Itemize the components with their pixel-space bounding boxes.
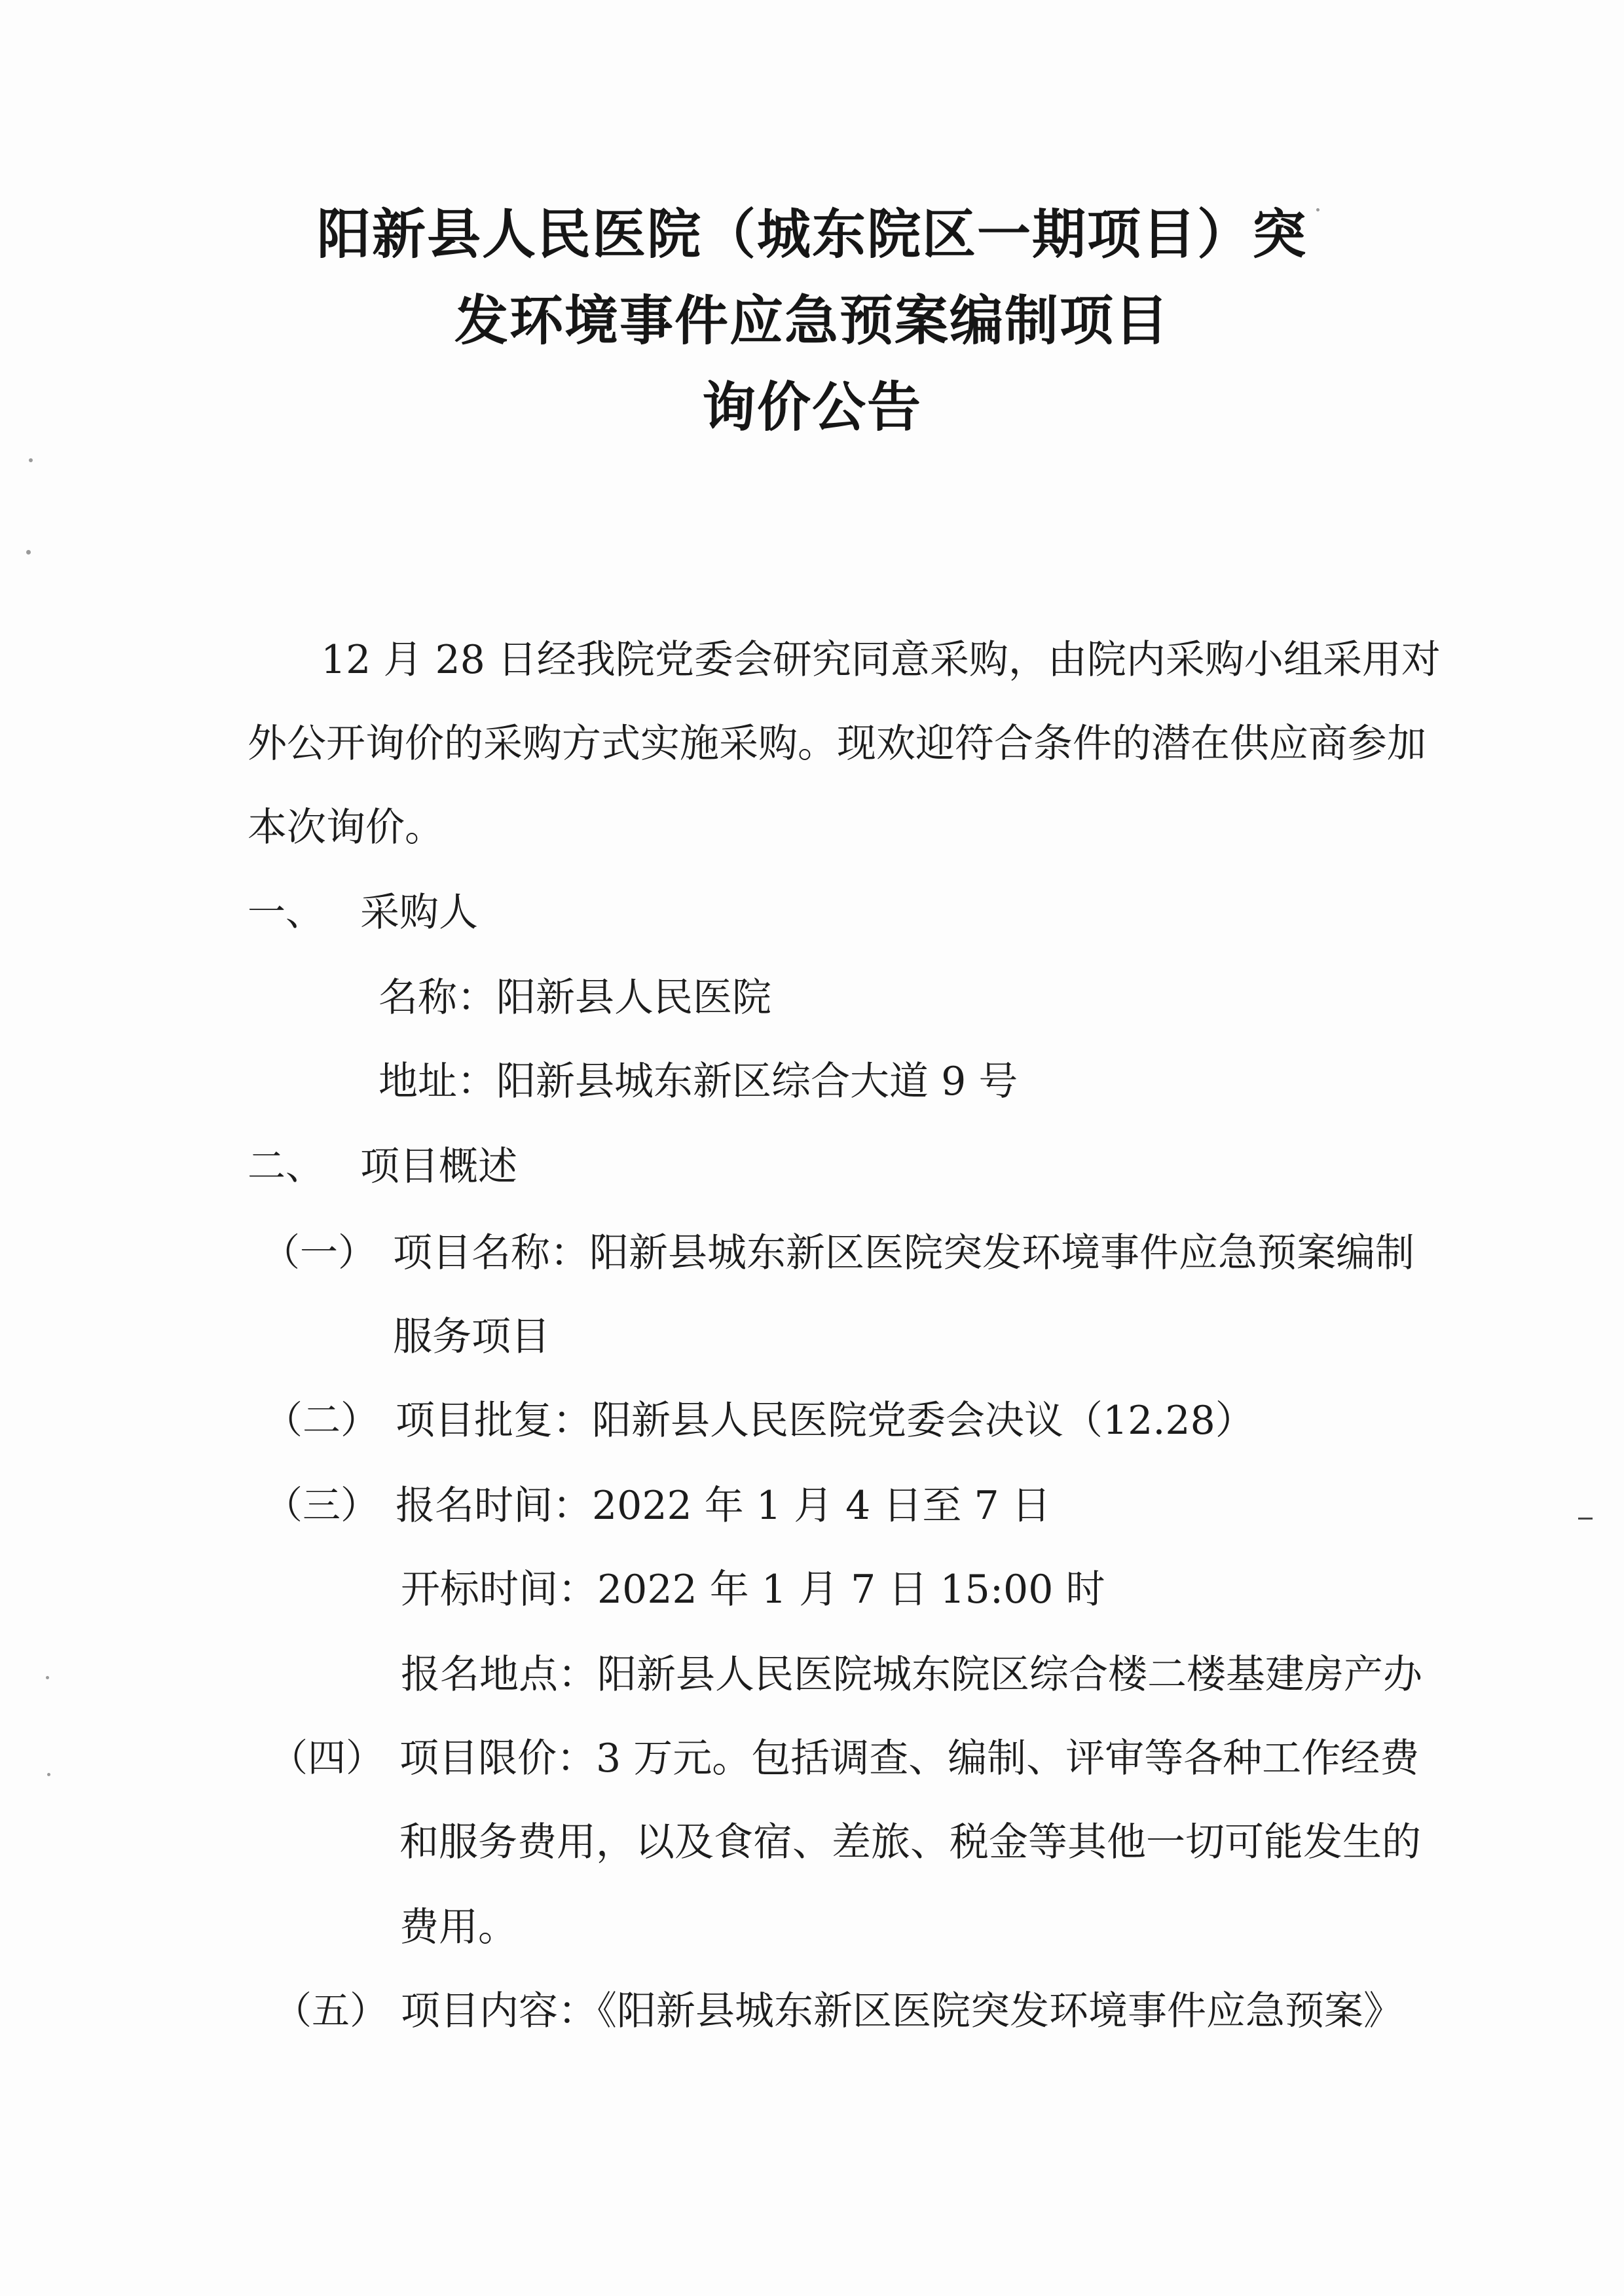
item-2-marker: （二） bbox=[265, 1398, 379, 1442]
scan-speck bbox=[26, 550, 31, 555]
item-1-line-2: 服务项目 bbox=[393, 1314, 550, 1360]
item-3-line-2: 开标时间：2022 年 1 月 7 日 15:00 时 bbox=[401, 1567, 1105, 1613]
item-5-marker: （五） bbox=[274, 1988, 388, 2033]
purchaser-address: 地址：阳新县城东新区综合大道 9 号 bbox=[378, 1059, 1018, 1104]
item-3-marker: （三） bbox=[265, 1483, 379, 1527]
section-1-heading: 采购人 bbox=[360, 890, 478, 936]
scan-speck bbox=[1316, 208, 1320, 211]
item-3-line-1: 报名时间：2022 年 1 月 4 日至 7 日 bbox=[396, 1483, 1051, 1529]
section-2-heading: 项目概述 bbox=[360, 1144, 517, 1190]
item-4-marker: （四） bbox=[270, 1736, 384, 1780]
item-4-line-1: 项目限价：3 万元。包括调查、编制、评审等各种工作经费 bbox=[399, 1736, 1420, 1781]
item-2-line-1: 项目批复：阳新县人民医院党委会决议（12.28） bbox=[396, 1398, 1255, 1444]
item-5-line-1: 项目内容：《阳新县城东新区医院突发环境事件应急预案》 bbox=[401, 1988, 1403, 2034]
intro-line-1: 12 月 28 日经我院党委会研究同意采购，由院内采购小组采用对 bbox=[321, 637, 1441, 683]
item-1-line-1: 项目名称：阳新县城东新区医院突发环境事件应急预案编制 bbox=[393, 1230, 1414, 1276]
item-1-marker: （一） bbox=[262, 1230, 377, 1275]
scan-speck bbox=[29, 458, 33, 462]
item-3-line-3: 报名地点：阳新县人民医院城东院区综合楼二楼基建房产办 bbox=[401, 1652, 1422, 1698]
section-1-marker: 一、 bbox=[248, 890, 324, 934]
purchaser-name: 名称：阳新县人民医院 bbox=[378, 975, 771, 1021]
document-title-line-1: 阳新县人民医院（城东院区一期项目）突 bbox=[316, 204, 1307, 266]
section-2-marker: 二、 bbox=[248, 1144, 324, 1188]
item-4-line-3: 费用。 bbox=[399, 1904, 517, 1950]
item-4-line-2: 和服务费用，以及食宿、差旅、税金等其他一切可能发生的 bbox=[399, 1819, 1421, 1865]
scan-speck bbox=[46, 1676, 49, 1679]
intro-line-3: 本次询价。 bbox=[248, 805, 444, 850]
intro-line-2: 外公开询价的采购方式实施采购。现欢迎符合条件的潜在供应商参加 bbox=[248, 721, 1426, 767]
document-title-line-3: 询价公告 bbox=[701, 376, 922, 439]
document-title-line-2: 发环境事件应急预案编制项目 bbox=[454, 290, 1170, 352]
scan-mark bbox=[1578, 1518, 1593, 1520]
scan-speck bbox=[47, 1773, 50, 1776]
